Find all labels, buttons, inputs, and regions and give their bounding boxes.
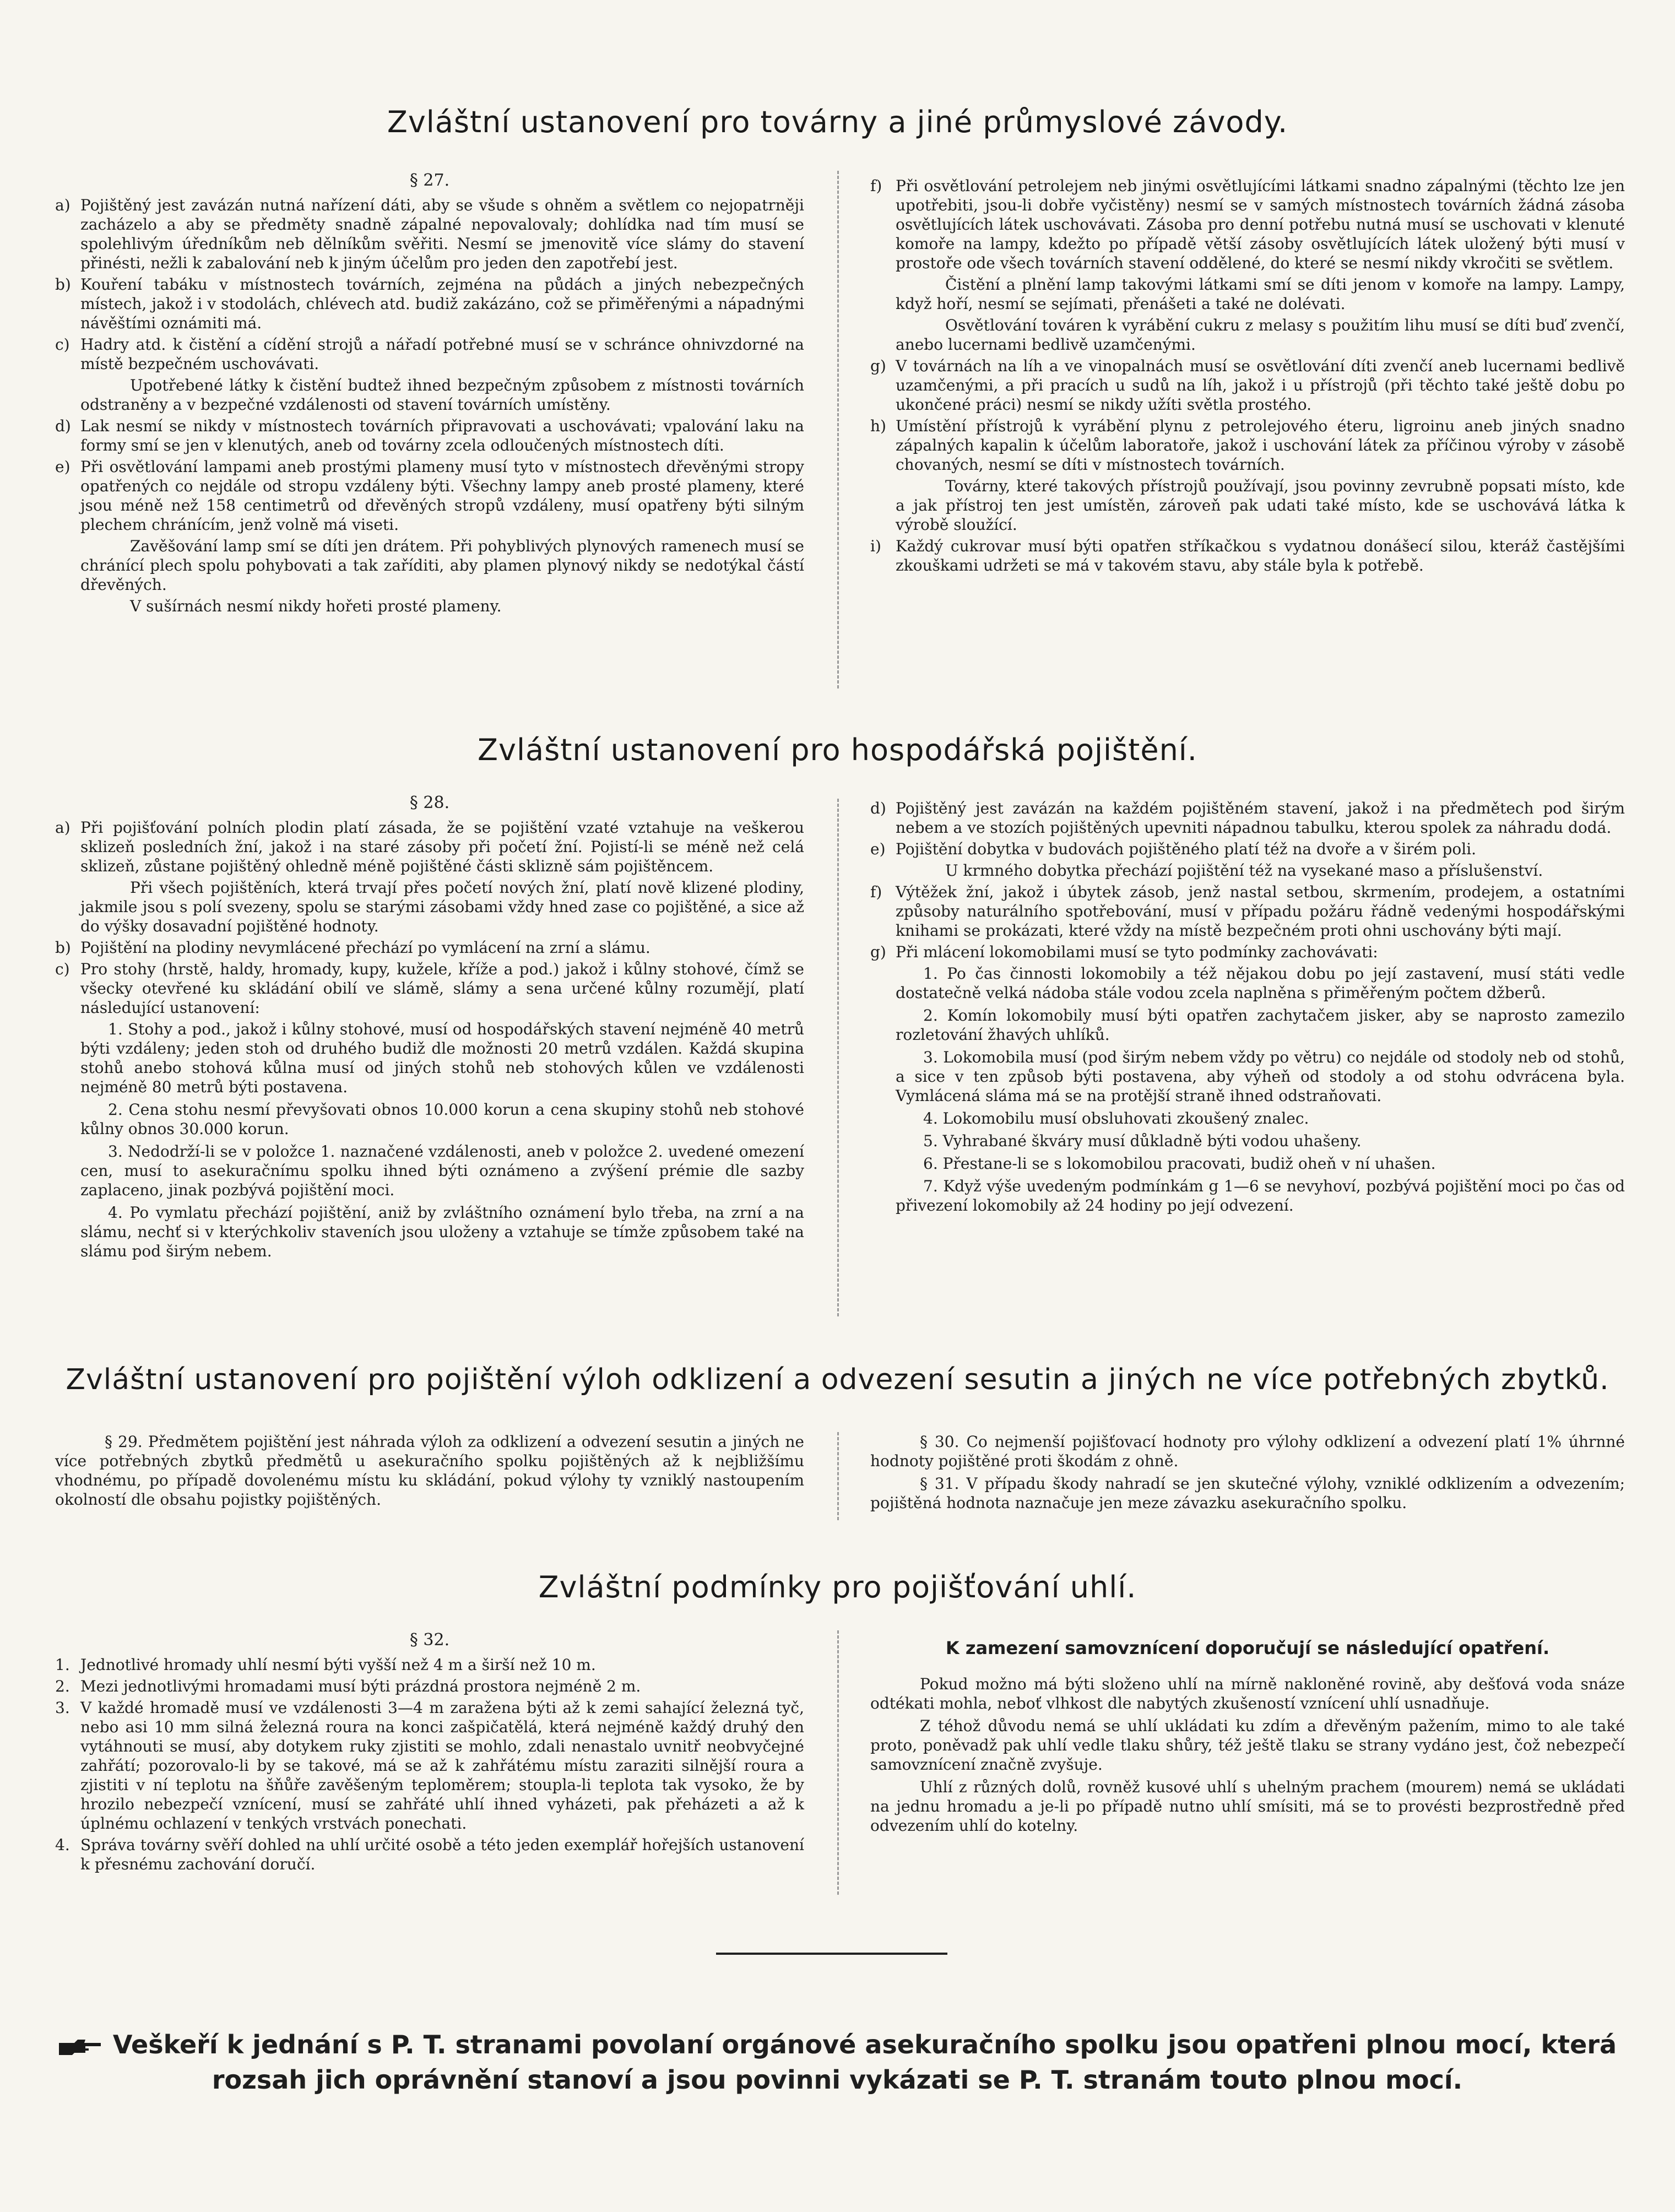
farming-g-point-5: 5. Vyhrabané škváry musí důkladně býti vodou uhašeny. (923, 1132, 1362, 1150)
farming-g-point-6: 6. Přestane-li se s lokomobilou pracovati, budiž oheň v ní uhašen. (923, 1154, 1436, 1173)
heading-farming: Zvláštní ustanovení pro hospodářská pojištění. (478, 733, 1197, 767)
factories-item-a: a) Pojištěný jest zavázán nutná nařízení dáti, aby se všude s ohněm a světlem co nejopatrněji zacházelo a aby se předměty snadně zápalné nepovalovaly; dohlídka nad tím musí se spolehlivým úředníkům neb dělníkům svěřiti. Nesmí se jmenovitě více slámy do stavení přinésti, nežli k zabalování neb k jiným účelům pro jeden den zapotřebí jest. (55, 196, 804, 272)
farming-c-point-2: 2. Cena stohu nesmí převyšovati obnos 10.000 korun a cena skupiny stohů neb stohové kůlny obnos 30.000 korun. (80, 1100, 804, 1138)
farming-item-c: c) Pro stohy (hrstě, haldy, hromady, kupy, kužele, kříže a pod.) jakož i kůlny stohové, čímž se všecky otevřené ku skládání obilí ve slámě, slámy a sena určené kůlny rozumějí, platí následující ustanovení: (55, 960, 804, 1017)
heading-debris: Zvláštní ustanovení pro pojištění výloh odklizení a odvezení sesutin a jiných ne více potřebných zbytků. (66, 1363, 1609, 1396)
pointing-hand-icon (58, 2037, 102, 2056)
coal-item-1: 1. Jednotlivé hromady uhlí nesmí býti vyšší než 4 m a širší než 10 m. (55, 1656, 596, 1674)
coal-item-3: 3. V každé hromadě musí ve vzdálenosti 3—4 m zaražena býti až k zemi sahající železná tyč, nebo asi 10 mm silná železná roura na konci zašpičatělá, která nejméně každý druhý den vytáhnouti se musí, aby dotykem ruky zjistiti se mohlo, zdali nenastalo uvnitř neobvyčejné zahřátí; pozorovalo-li by se takové, má se až k zahřátému místu zaraziti silnější roura a zjistiti v ní teplotu na šňůře zavěšeným teploměrem; stoupla-li teplota tak vysoko, že by hrozilo nebezpečí vznícení, musí se zahřáté uhlí ihned vyházeti, pak přeházeti a až k úplnému ochlazení v tenkých vrstvách ponechati. (55, 1699, 804, 1833)
factories-item-e-cont2: V sušírnách nesmí nikdy hořeti prosté plameny. (130, 597, 502, 615)
coal-item-4: 4. Správa továrny svěří dohled na uhlí určité osobě a této jeden exemplář hořejších ustanovení k přesnému zachování doručí. (55, 1836, 804, 1873)
factories-item-f-cont1: Čistění a plnění lamp takovými látkami smí se díti jenom v komoře na lampy. Lampy, když hoří, nesmí se sejímati, přenášeti a také ne dolévati. (896, 275, 1625, 313)
factories-item-i: i) Každý cukrovar musí býti opatřen stříkačkou s vydatnou donášecí silou, kteráž častějšími zkouškami udržeti se má v takovém stavu, aby stále byla k potřebě. (870, 537, 1625, 574)
factories-item-f: f) Při osvětlování petrolejem neb jinými osvětlujícími látkami snadno zápalnými (těchto lze jen upotřebiti, jsou-li dobře vyčistěny) nesmí se v samých místnostech továrních žádná zásoba osvětlujících látek uschovávati. Zásoba pro denní potřebu nutná musí se uschovati v klenuté komoře na lampy, kdežto po případě větší zásoby osvětlujících látek uložený býti musí v prostoře ode všech továrních stavení oddělené, do které se nesmí nikdy vkročiti se světlem. (870, 177, 1625, 272)
farming-item-a: a) Při pojišťování polních plodin platí zásada, že se pojištění vzaté vztahuje na veškerou sklizeň posledních žní, jakož i na staré zásoby při početí žní. Pojistí-li se méně než celá sklizeň, zůstane pojištěný ohledně méně pojištěné části sklizně sám pojištěncem. (55, 818, 804, 875)
factories-item-c: c) Hadry atd. k čistění a cídění strojů a nářadí potřebné musí se v schránce ohnivzdorné na místě bezpečném uschovávati. (55, 335, 804, 373)
farming-c-point-1: 1. Stohy a pod., jakož i kůlny stohové, musí od hospodářských stavení nejméně 40 metrů býti vzdáleny; jeden stoh od druhého budiž dle možnosti 20 metrů vzdálen. Každá skupina stohů anebo stohová kůlna musí od jiných stohů neb stohových kůlen ve vzdálenosti nejméně 80 metrů býti postavena. (80, 1020, 804, 1096)
debris-right-column (870, 1432, 1625, 1516)
farming-item-e: e) Pojištění dobytka v budovách pojištěného platí též na dvoře a v širém poli. (870, 840, 1477, 858)
factories-item-c-cont: Upotřebené látky k čistění budtež ihned bezpečným způsobem z místnosti továrních odstraněny a v bezpečné vzdálenosti od stavení továrních umístěny. (80, 376, 804, 414)
heading-coal: Zvláštní podmínky pro pojišťování uhlí. (538, 1570, 1137, 1604)
heading-factories: Zvláštní ustanovení pro továrny a jiné průmyslové závody. (387, 105, 1288, 139)
authority-notice (39, 2027, 1636, 2097)
para-29: § 29. Předmětem pojištění jest náhrada výloh za odklizení a odvezení sesutin a jiných ne více potřebných zbytků předmětů u asekuračního spolku pojištěných až k nejbližšímu vhodnému, po případě dovolenému místu ku skládání, pokud výlohy ty vzniklý nastoupením okolností dle obsahu pojistky pojištěných. (55, 1433, 804, 1509)
para-28: § 28. (409, 793, 450, 812)
authority-notice-text: Veškeří k jednání s P. T. stranami povolaní orgánové asekuračního spolku jsou opatřeni plnou mocí, která rozsah jich oprávnění stanoví a jsou povinni vykázati se P. T. stranám touto plnou mocí. (112, 2030, 1617, 2095)
coal-recommendation-2: Z téhož důvodu nemá se uhlí ukládati ku zdím a dřevěným pažením, mimo to ale také proto, poněvadž pak uhlí vedle tlaku shůry, též ještě tlaku se strany vydáno jest, čož nebezpečí samovznícení značně zvyšuje. (870, 1717, 1625, 1774)
column-divider (837, 1630, 839, 1895)
factories-item-g: g) V továrnách na líh a ve vinopalnách musí se osvětlování díti zvenčí aneb lucernami bedlivě uzamčenými, a při pracích u sudů na líh, jakož i u přístrojů (při těchto také ještě dobu po ukončené práci) nesmí se nikdy užíti světla prostého. (870, 357, 1625, 414)
para-27: § 27. (409, 171, 450, 190)
factories-item-h: h) Umístění přístrojů k vyrábění plynu z petrolejového éteru, ligroinu aneb jiných snadno zápalných kapalin k účelům laboratoře, jakož i uschování látek za příčinou výroby v zásobě chovaných, nesmí se díti v místnostech továrních. (870, 417, 1625, 474)
farming-item-e-cont: U krmného dobytka přechází pojištění též na vysekané maso a příslušenství. (945, 861, 1543, 880)
factories-right-column (870, 176, 1625, 577)
farming-c-point-3: 3. Nedodrží-li se v položce 1. naznačené vzdálenosti, aneb v položce 2. uvedené omezení cen, musí to asekuračnímu spolku ihned býti oznámeno a zvýšení prémie dle sazby zaplaceno, jinak pozbývá pojištění moci. (80, 1142, 804, 1199)
coal-recommendations-title: K zamezení samovznícení doporučují se následující opatření. (945, 1638, 1550, 1658)
column-divider (837, 799, 839, 1316)
factories-item-e-cont1: Zavěšování lamp smí se díti jen drátem. Při pohyblivých plynových ramenech musí se chránící plech spolu pohybovati a tak zaříditi, aby plamen plynový nikdy se nedotýkal částí dřevěných. (80, 537, 804, 594)
coal-recommendation-1: Pokud možno má býti složeno uhlí na mírně nakloněné rovině, aby dešťová voda snáze odtékati mohla, neboť vlhkost dle nabytých zkušeností vznícení uhlí usnadňuje. (870, 1675, 1625, 1712)
factories-item-h-cont: Továrny, které takových přístrojů používají, jsou povinny zevrubně popsati místo, kde a jak přístroj ten jest umístěn, zároveň pak udati také místo, kde se uschovává látka k výrobě sloužící. (896, 477, 1625, 534)
farming-item-a-cont: Při všech pojištěních, která trvají přes početí nových žní, platí nově klizené plodiny, jakmile jsou s polí svezeny, spolu se starými zásobami vždy hned zase co pojištěné, a sice až do výšky dosavadní pojištěné hodnoty. (80, 879, 804, 935)
coal-right-column (870, 1639, 1625, 1839)
farming-left-column (55, 793, 804, 1264)
debris-left-column (55, 1432, 804, 1512)
farming-g-point-4: 4. Lokomobilu musí obsluhovati zkoušený znalec. (923, 1109, 1309, 1127)
factories-left-column (55, 171, 804, 618)
farming-item-f: f) Výtěžek žní, jakož i úbytek zásob, jenž nastal setbou, skrmením, prodejem, a ostatními způsoby naturálního spotřebování, musí v případu požáru řádně vedenými hospodářskými knihami se prokázati, které vždy na místě bezpečném proti ohni uschovány býti mají. (870, 883, 1625, 940)
coal-left-column (55, 1630, 804, 1876)
farming-item-g: g) Při mlácení lokomobilami musí se tyto podmínky zachovávati: (870, 943, 1378, 961)
column-divider (837, 171, 839, 688)
para-32: § 32. (409, 1630, 450, 1650)
farming-g-point-1: 1. Po čas činnosti lokomobily a též nějakou dobu po její zastavení, musí státi vedle dostatečně velká nádoba stále vodou zcela naplněna s přiměřeným počtem džberů. (896, 964, 1625, 1002)
coal-item-2: 2. Mezi jednotlivými hromadami musí býti prázdná prostora nejméně 2 m. (55, 1677, 641, 1695)
farming-g-point-3: 3. Lokomobila musí (pod širým nebem vždy po větru) co nejdále od stodoly neb od stohů, a sice v ten způsob býti postavena, aby výheň od stodoly a od stohu odvrácena byla. Vymlácená sláma má se na protější straně ihned odstraňovati. (896, 1048, 1625, 1105)
factories-item-b: b) Kouření tabáku v místnostech továrních, zejména na půdách a jiných nebezpečných místech, jakož i v stodolách, chlévech atd. budiž zakázáno, což se přiměřenými a nápadnými návěštími oznámiti má. (55, 275, 804, 332)
farming-g-point-7: 7. Když výše uvedeným podmínkám g 1—6 se nevyhoví, pozbývá pojištění moci po čas od přivezení lokomobily až 24 hodiny po její odvezení. (896, 1177, 1625, 1215)
column-divider (837, 1432, 839, 1520)
para-30: § 30. Co nejmenší pojišťovací hodnoty pro výlohy odklizení a odvezení platí 1% úhrnné hodnoty pojištěné proti škodám z ohně. (870, 1433, 1625, 1470)
coal-recommendation-3: Uhlí z různých dolů, rovněž kusové uhlí s uhelným prachem (mourem) nemá se ukládati na jednu hromadu a je-li po případě nutno uhlí smísiti, má se to provésti bezprostředně před odvezením uhlí do kotelny. (870, 1778, 1625, 1835)
farming-c-point-4: 4. Po vymlatu přechází pojištění, aniž by zvláštního oznámení bylo třeba, na zrní a na slámu, nechť si v kterýchkoliv staveních jsou uloženy a vztahuje se tímže způsobem také na slámu pod širým nebem. (80, 1203, 804, 1260)
closing-rule (716, 1953, 947, 1955)
farming-g-point-2: 2. Komín lokomobily musí býti opatřen zachytačem jisker, aby se naprosto zamezilo rozletování žhavých uhlíků. (896, 1006, 1625, 1044)
para-31: § 31. V případu škody nahradí se jen skutečné výlohy, vzniklé odklizením a odvezením; pojištěná hodnota naznačuje jen meze závazku asekuračního spolku. (870, 1474, 1625, 1512)
farming-right-column (870, 799, 1625, 1218)
factories-item-f-cont2: Osvětlování továren k vyrábění cukru z melasy s použitím lihu musí se díti buď zvenčí, anebo lucernami bedlivě uzamčenými. (896, 316, 1625, 354)
farming-item-d: d) Pojištěný jest zavázán na každém pojištěném stavení, jakož i na předmětech pod širým nebem a ve stozích pojištěných upevniti nápadnou tabulku, kterou spolek za náhradu dodá. (870, 799, 1625, 837)
factories-item-e: e) Při osvětlování lampami aneb prostými plameny musí tyto v místnostech dřevěnými stropy opatřených co nejdále od stropu vzdáleny býti. Všechny lampy aneb prosté plameny, které jsou méně než 158 centimetrů od dřevěných stropů vzdáleny, musí opatřeny býti silným plechem chránícím, jenž volně má viseti. (55, 458, 804, 534)
factories-item-d: d) Lak nesmí se nikdy v místnostech továrních připravovati a uschovávati; vpalování laku na formy smí se jen v klenutých, aneb od továrny zcela odloučených místnostech díti. (55, 417, 804, 454)
farming-item-b: b) Pojištění na plodiny nevymlácené přechází po vymlácení na zrní a slámu. (55, 939, 651, 957)
